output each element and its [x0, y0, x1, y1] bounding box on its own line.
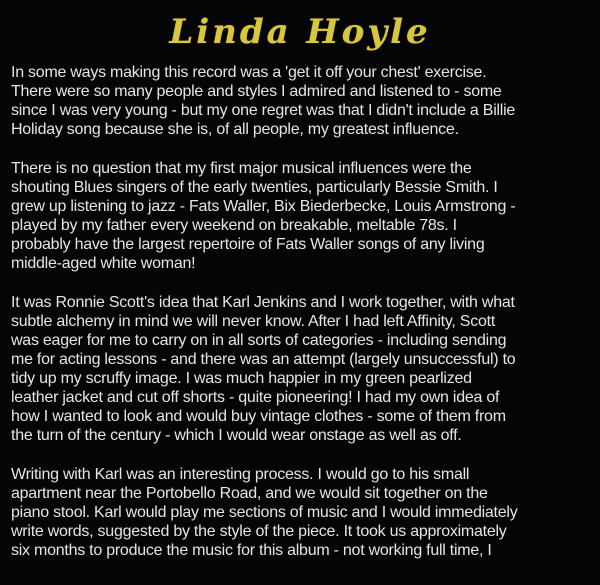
text-line: grew up listening to jazz - Fats Waller, Bix Biederbecke, Louis Armstrong - — [11, 198, 516, 215]
text-line: piano stool. Karl would play me sections of music and I would immediately — [11, 504, 518, 521]
text-line: Holiday song because she is, of all people, my greatest influence. — [11, 121, 459, 138]
text-line: me for acting lessons - and there was an attempt (largely unsuccessful) to — [11, 351, 516, 368]
text-line: There were so many people and styles I admired and listened to - some — [11, 83, 502, 100]
text-line: It was Ronnie Scott's idea that Karl Jenkins and I work together, with what — [11, 294, 515, 311]
paragraph — [11, 159, 589, 273]
text-line: Writing with Karl was an interesting process. I would go to his small — [11, 466, 470, 483]
paragraph — [11, 63, 589, 139]
paragraph — [11, 465, 589, 560]
text-line: six months to produce the music for this album - not working full time, I — [11, 542, 492, 559]
paragraph — [11, 293, 589, 445]
page-title: Linda Hoyle — [169, 12, 431, 52]
text-line: shouting Blues singers of the early twenties, particularly Bessie Smith. I — [11, 179, 498, 196]
text-line: In some ways making this record was a 'get it off your chest' exercise. — [11, 64, 487, 81]
text-line: There is no question that my first major musical influences were the — [11, 160, 472, 177]
text-line: since I was very young - but my one regret was that I didn't include a Billie — [11, 102, 516, 119]
text-line: probably have the largest repertoire of Fats Waller songs of any living — [11, 236, 485, 253]
text-line: write words, suggested by the style of the piece. It took us approximately — [11, 523, 507, 540]
text-line: how I wanted to look and would buy vintage clothes - some of them from — [11, 408, 506, 425]
text-line: middle-aged white woman! — [11, 255, 196, 272]
text-line: the turn of the century - which I would wear onstage as well as off. — [11, 427, 462, 444]
text-line: apartment near the Portobello Road, and we would sit together on the — [11, 485, 488, 502]
text-line: subtle alchemy in mind we will never know. After I had left Affinity, Scott — [11, 313, 496, 330]
text-line: played by my father every weekend on breakable, meltable 78s. I — [11, 217, 457, 234]
text-line: was eager for me to carry on in all sorts of categories - including sending — [11, 332, 507, 349]
text-line: tidy up my scruffy image. I was much happier in my green pearlized — [11, 370, 472, 387]
liner-notes — [0, 56, 600, 560]
text-line: leather jacket and cut off shorts - quite pioneering! I had my own idea of — [11, 389, 500, 406]
